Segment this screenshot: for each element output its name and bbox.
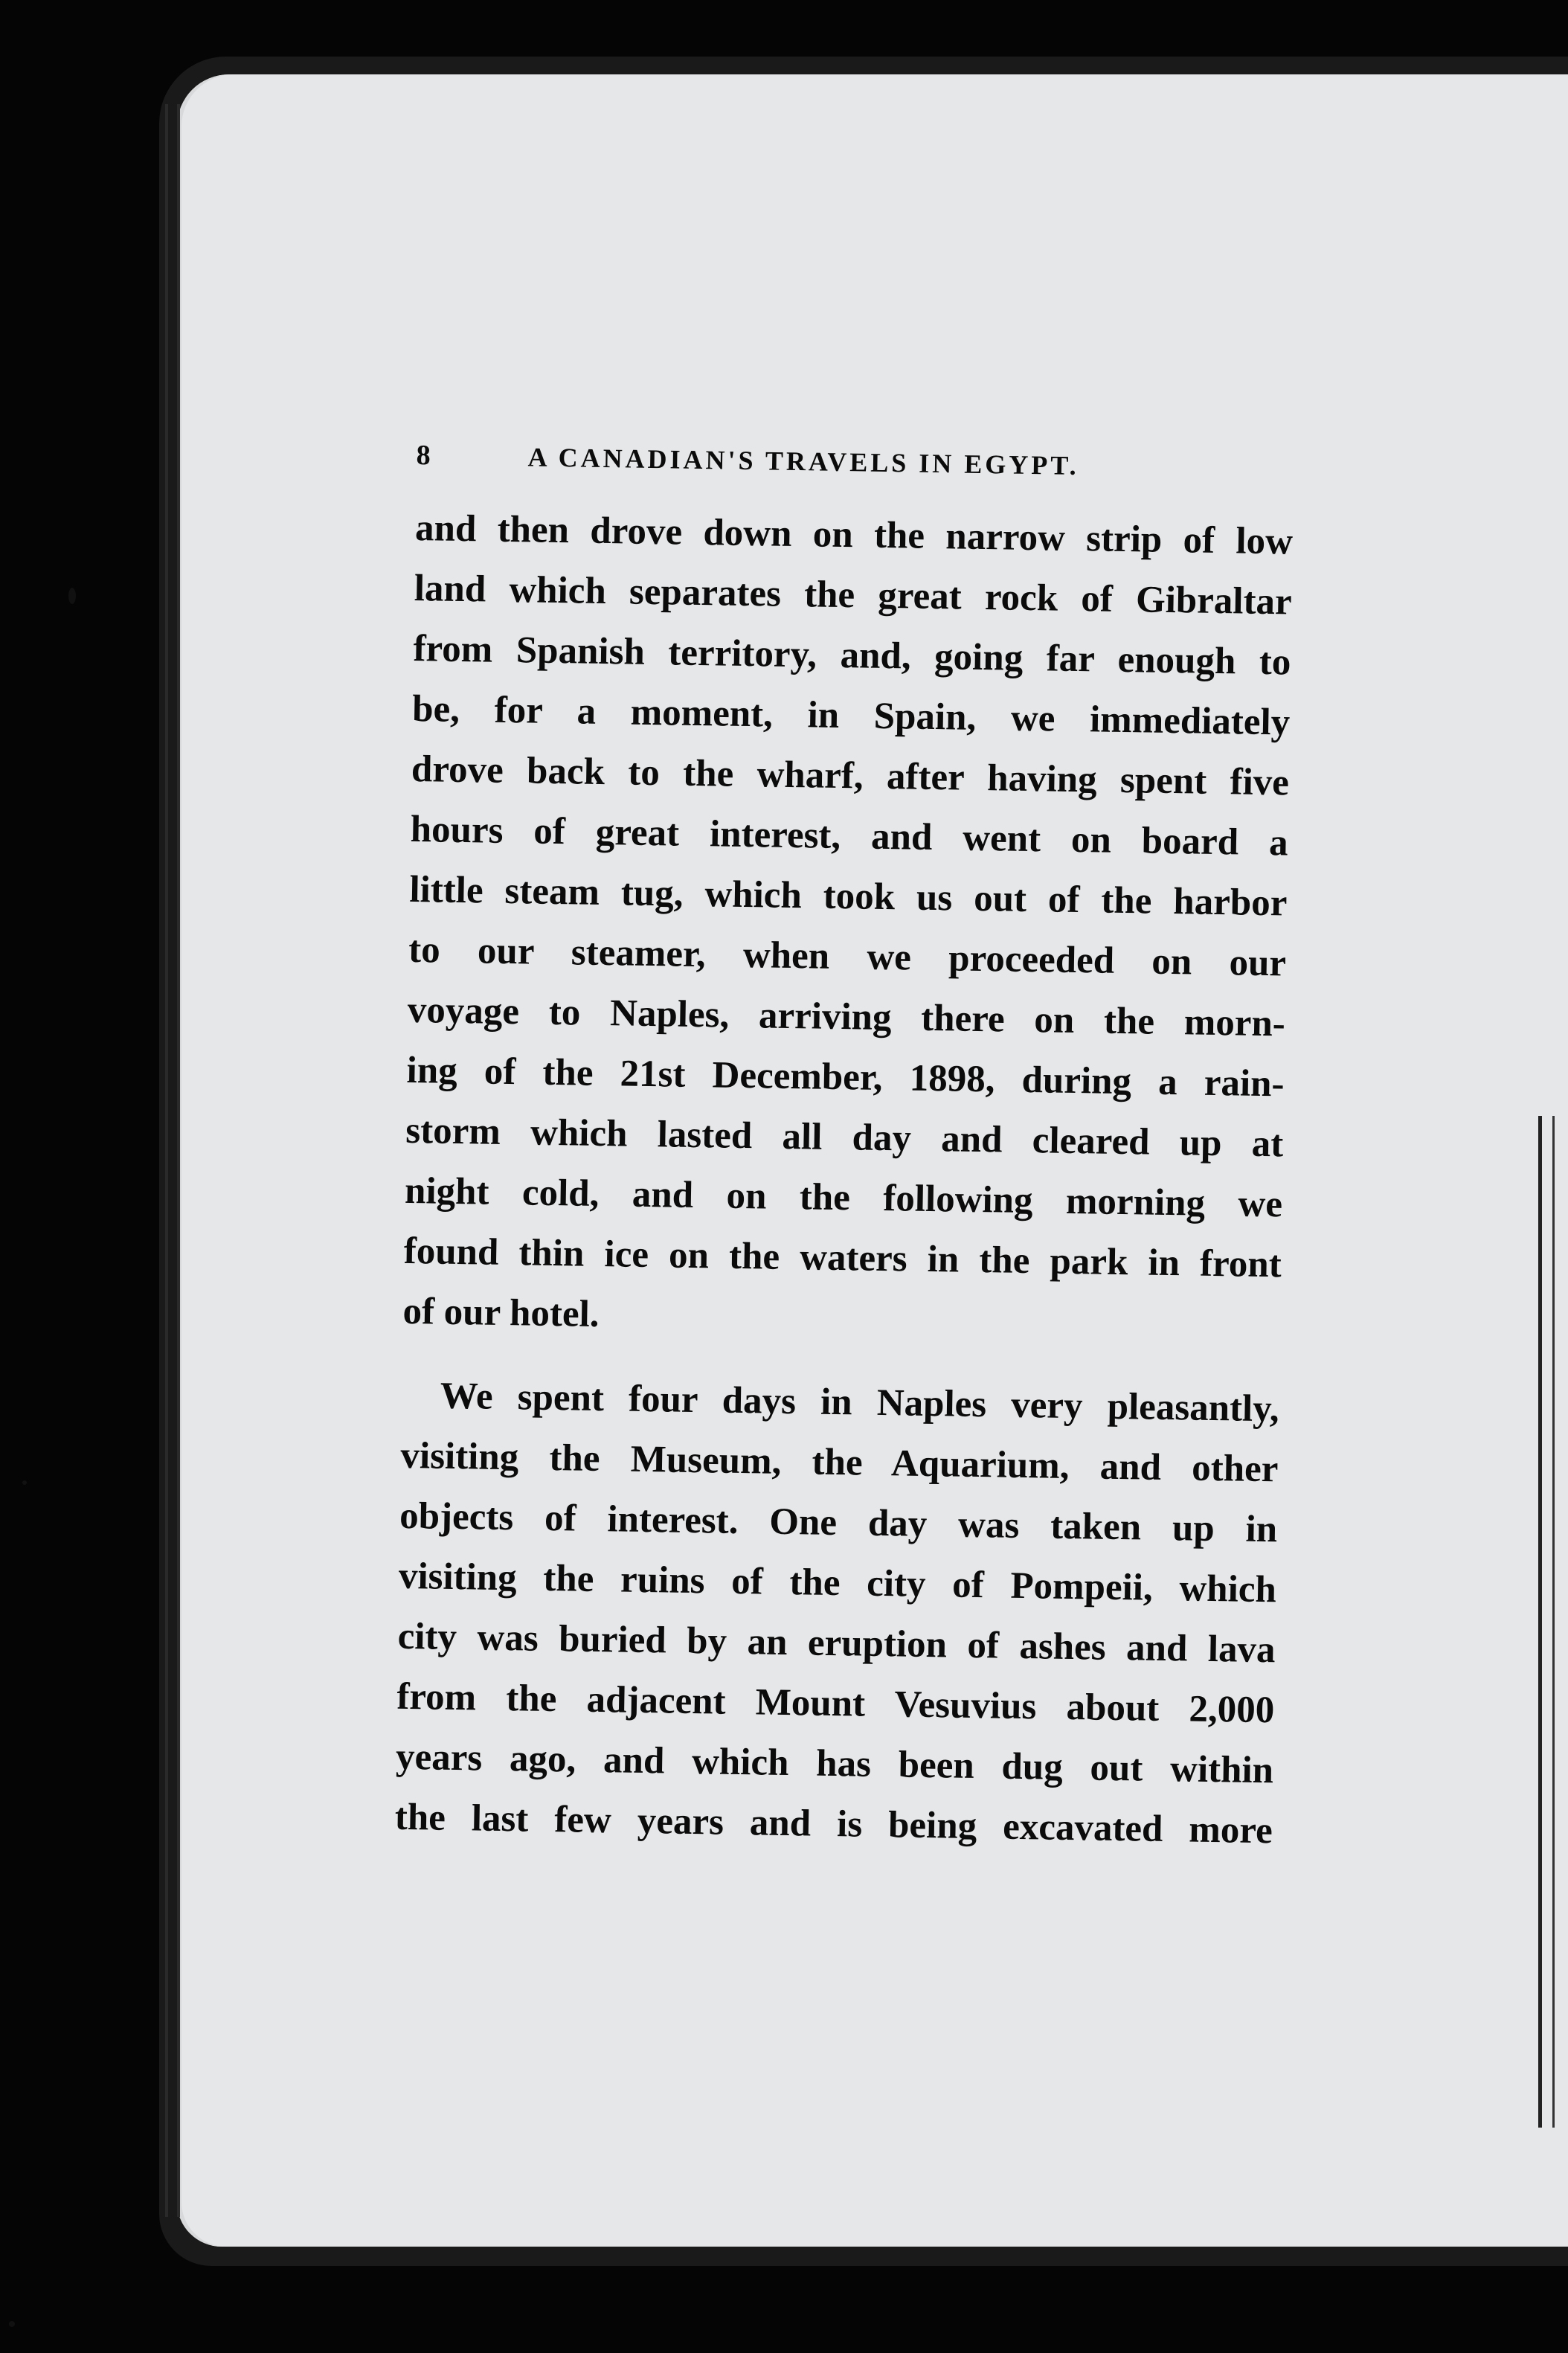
- text-line: the last few years and is being excavated more: [394, 1796, 1273, 1852]
- text-line: years ago, and which has been dug out within: [395, 1736, 1274, 1792]
- text-line: from the adjacent Mount Vesuvius about 2,000: [396, 1675, 1275, 1732]
- text-line: We spent four days in Naples very pleasantly,: [440, 1375, 1280, 1431]
- text-line: hours of great interest, and went on board a: [410, 808, 1289, 864]
- text-line: city was buried by an eruption of ashes and lava: [397, 1615, 1276, 1672]
- text-line: visiting the Museum, the Aquarium, and other: [400, 1434, 1279, 1491]
- text-line: night cold, and on the following morning we: [404, 1169, 1283, 1226]
- text-line: of our hotel.: [402, 1290, 600, 1335]
- page-gutter-rule: [165, 104, 180, 2217]
- text-line: and then drove down on the narrow strip of low: [414, 507, 1294, 563]
- text-line: be, for a moment, in Spain, we immediately: [411, 687, 1291, 744]
- text-line: little steam tug, which took us out of the harbor: [409, 868, 1288, 925]
- text-line: found thin ice on the waters in the park in front: [403, 1230, 1282, 1286]
- text-line: ing of the 21st December, 1898, during a rain-: [406, 1049, 1285, 1105]
- text-line: voyage to Naples, arriving there on the morn-: [407, 989, 1286, 1045]
- text-line: from Spanish territory, and, going far enough to: [413, 627, 1291, 684]
- scan-speck: [68, 588, 76, 604]
- scan-speck: [22, 1480, 27, 1485]
- page-number: 8: [416, 439, 433, 472]
- text-line: objects of interest. One day was taken up in: [399, 1495, 1278, 1551]
- paragraph-1: [402, 498, 1294, 1355]
- page-text: [394, 439, 1294, 1861]
- text-line: to our steamer, when we proceeded on our: [408, 928, 1287, 985]
- text-line: land which separates the great rock of Gibraltar: [414, 567, 1293, 623]
- page-crease: [1538, 1116, 1555, 2128]
- scan-speck: [9, 2321, 15, 2327]
- text-line: drove back to the wharf, after having spent five: [411, 748, 1290, 804]
- paragraph-2: [394, 1366, 1279, 1861]
- running-title: A CANADIAN'S TRAVELS IN EGYPT.: [527, 442, 1079, 481]
- text-line: visiting the ruins of the city of Pompeii, which: [398, 1555, 1277, 1611]
- text-line: storm which lasted all day and cleared up at: [405, 1109, 1284, 1166]
